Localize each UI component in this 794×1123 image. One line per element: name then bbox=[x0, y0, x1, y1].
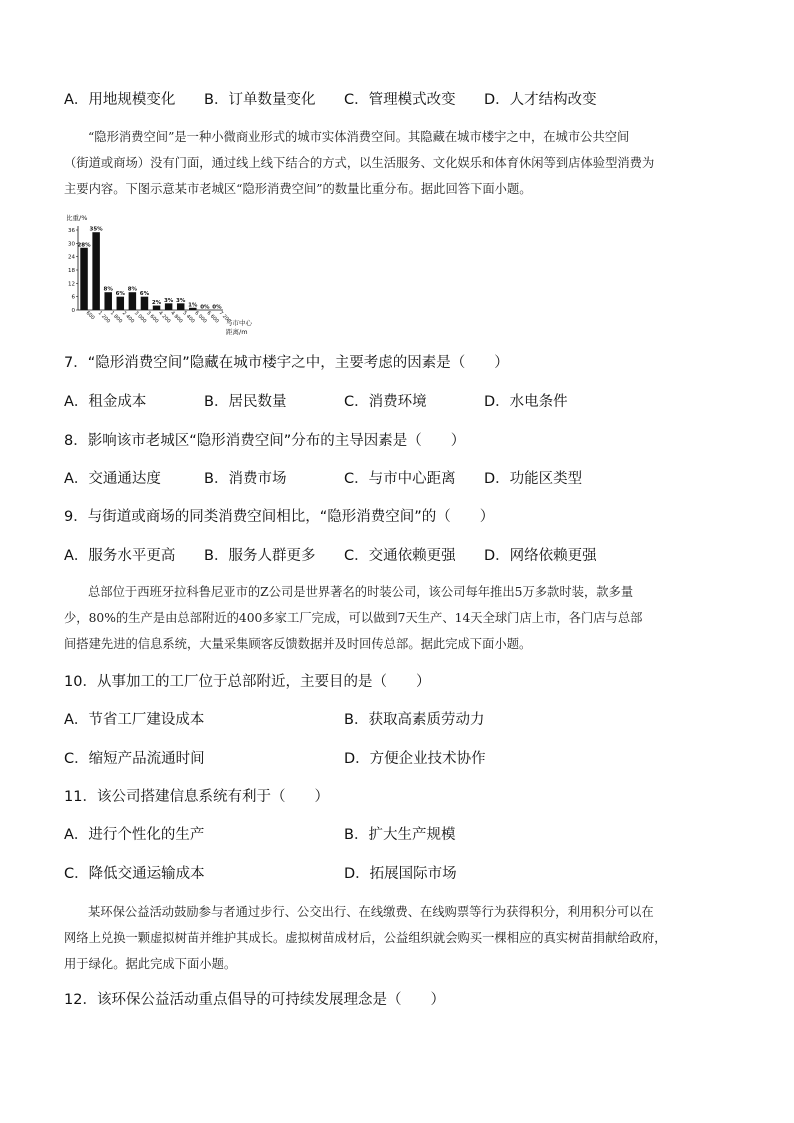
q6-option-d: D．人才结构改变 bbox=[484, 92, 597, 108]
y-axis-label: 比重/% bbox=[66, 214, 88, 222]
q9-stem: 9．与街道或商场的同类消费空间相比，“隐形消费空间”的（ ） bbox=[64, 509, 495, 525]
q11-option-d: D．拓展国际市场 bbox=[344, 866, 457, 882]
bar-data-label: 6% bbox=[115, 291, 125, 298]
passage-line: 间搭建先进的信息系统，大量采集顾客反馈数据并及时回传总部。据此完成下面小题。 bbox=[64, 637, 532, 651]
y-tick-label: 24 bbox=[68, 254, 75, 261]
y-tick-label: 12 bbox=[68, 281, 75, 288]
x-axis-label-line1: 与市中心 bbox=[226, 319, 252, 327]
passage-line: 用于绿化。据此完成下面小题。 bbox=[64, 957, 237, 971]
bar-data-label: 3% bbox=[163, 297, 174, 304]
q11-stem: 11．该公司搭建信息系统有利于（ ） bbox=[64, 789, 329, 805]
q9-option-d: D．网络依赖更强 bbox=[484, 548, 597, 564]
passage-fashion-company bbox=[64, 579, 728, 657]
bar bbox=[165, 303, 172, 310]
bar bbox=[117, 297, 124, 310]
bar-data-label: 0% bbox=[200, 304, 210, 311]
bar-data-label: 0% bbox=[212, 304, 222, 311]
q9-option-c: C．交通依赖更强 bbox=[344, 548, 456, 564]
q6-option-c: C．管理模式改变 bbox=[344, 92, 456, 108]
passage-line: “隐形消费空间”是一种小微商业形式的城市实体消费空间。其隐藏在城市楼宇之中，在城市公共空间 bbox=[88, 130, 630, 144]
passage-line: 主要内容。下图示意某市老城区“隐形消费空间”的数量比重分布。据此回答下面小题。 bbox=[64, 182, 532, 196]
q10-stem: 10．从事加工的工厂位于总部附近，主要目的是（ ） bbox=[64, 674, 431, 690]
bar bbox=[153, 306, 160, 310]
bar-data-label: 28% bbox=[77, 242, 91, 249]
x-tick-label: 600 bbox=[84, 310, 96, 322]
bar-data-label: 8% bbox=[103, 286, 113, 293]
q10-option-a: A．节省工厂建设成本 bbox=[64, 712, 205, 728]
q7-option-b: B．居民数量 bbox=[204, 394, 287, 410]
y-tick-label: 36 bbox=[68, 228, 75, 234]
q9-option-b: B．服务人群更多 bbox=[204, 548, 316, 564]
q7-option-d: D．水电条件 bbox=[484, 394, 568, 410]
bar-data-label: 6% bbox=[139, 291, 150, 298]
passage-line: 总部位于西班牙拉科鲁尼亚市的Z公司是世界著名的时装公司，该公司每年推出5万多款时装，款多量 bbox=[88, 585, 634, 599]
q6-option-a: A．用地规模变化 bbox=[64, 92, 176, 108]
q11-option-b: B．扩大生产规模 bbox=[344, 827, 456, 843]
bar-data-label: 2% bbox=[151, 300, 162, 307]
bar bbox=[129, 292, 136, 310]
q12-stem: 12．该环保公益活动重点倡导的可持续发展理念是（ ） bbox=[64, 992, 445, 1008]
x-tick-label: 1 800 bbox=[108, 310, 124, 325]
passage-eco-activity bbox=[64, 899, 728, 977]
bar bbox=[80, 248, 87, 310]
bar-chart bbox=[60, 210, 270, 338]
x-tick-label: 7 200 bbox=[217, 310, 232, 325]
q9-option-a: A．服务水平更高 bbox=[64, 548, 176, 564]
bar-data-label: 35% bbox=[89, 226, 103, 233]
x-tick-label: 3 000 bbox=[132, 310, 148, 325]
q11-option-a: A．进行个性化的生产 bbox=[64, 827, 205, 843]
q7-option-a: A．租金成本 bbox=[64, 394, 147, 410]
bar-data-label: 3% bbox=[176, 297, 186, 304]
bar bbox=[177, 303, 184, 310]
q10-option-b: B．获取高素质劳动力 bbox=[344, 712, 485, 728]
q8-stem: 8．影响该市老城区“隐形消费空间”分布的主导因素是（ ） bbox=[64, 433, 466, 449]
x-tick-label: 6 000 bbox=[193, 310, 208, 325]
q8-option-b: B．消费市场 bbox=[204, 471, 287, 487]
y-tick-label: 0 bbox=[71, 308, 75, 314]
q8-option-c: C．与市中心距离 bbox=[344, 471, 456, 487]
passage-hidden-consumption bbox=[64, 124, 728, 202]
y-tick-label: 18 bbox=[68, 268, 75, 274]
q6-option-b: B．订单数量变化 bbox=[204, 92, 316, 108]
q8-option-a: A．交通通达度 bbox=[64, 471, 161, 487]
x-tick-label: 2 400 bbox=[120, 310, 136, 325]
x-tick-label: 6 600 bbox=[205, 310, 220, 325]
bar-data-label: 1% bbox=[188, 302, 198, 309]
y-tick-label: 30 bbox=[68, 241, 75, 248]
x-axis-label-line2: 距离/m bbox=[226, 328, 248, 336]
x-tick-label: 1 200 bbox=[96, 310, 112, 325]
x-tick-label: 4 200 bbox=[157, 310, 172, 325]
bar bbox=[141, 297, 148, 310]
passage-line: 少，80%的生产是由总部附近的400多家工厂完成，可以做到7天生产、14天全球门店上市，各门店与总部 bbox=[64, 611, 643, 625]
q8-option-d: D．功能区类型 bbox=[484, 471, 583, 487]
q7-stem: 7．“隐形消费空间”隐藏在城市楼宇之中，主要考虑的因素是（ ） bbox=[64, 355, 509, 371]
x-tick-label: 3 600 bbox=[145, 310, 160, 325]
bar-data-label: 8% bbox=[127, 286, 138, 293]
q10-option-c: C．缩短产品流通时间 bbox=[64, 751, 205, 767]
passage-line: 某环保公益活动鼓励参与者通过步行、公交出行、在线缴费、在线购票等行为获得积分，利用积分可以在 bbox=[88, 905, 654, 919]
q10-option-d: D．方便企业技术协作 bbox=[344, 751, 486, 767]
q11-option-c: C．降低交通运输成本 bbox=[64, 866, 205, 882]
passage-line: （街道或商场）没有门面，通过线上线下结合的方式，以生活服务、文化娱乐和体育休闲等到店体验型消费为 bbox=[64, 156, 655, 170]
passage-line: 网络上兑换一颗虚拟树苗并维护其成长。虚拟树苗成材后，公益组织就会购买一棵相应的真实树苗捐献给政府， bbox=[64, 931, 667, 945]
y-tick-label: 6 bbox=[71, 294, 75, 301]
x-tick-label: 4 800 bbox=[169, 310, 184, 325]
bar bbox=[104, 292, 111, 310]
bar bbox=[92, 232, 99, 310]
x-tick-label: 5 400 bbox=[181, 310, 196, 325]
q7-option-c: C．消费环境 bbox=[344, 394, 427, 410]
